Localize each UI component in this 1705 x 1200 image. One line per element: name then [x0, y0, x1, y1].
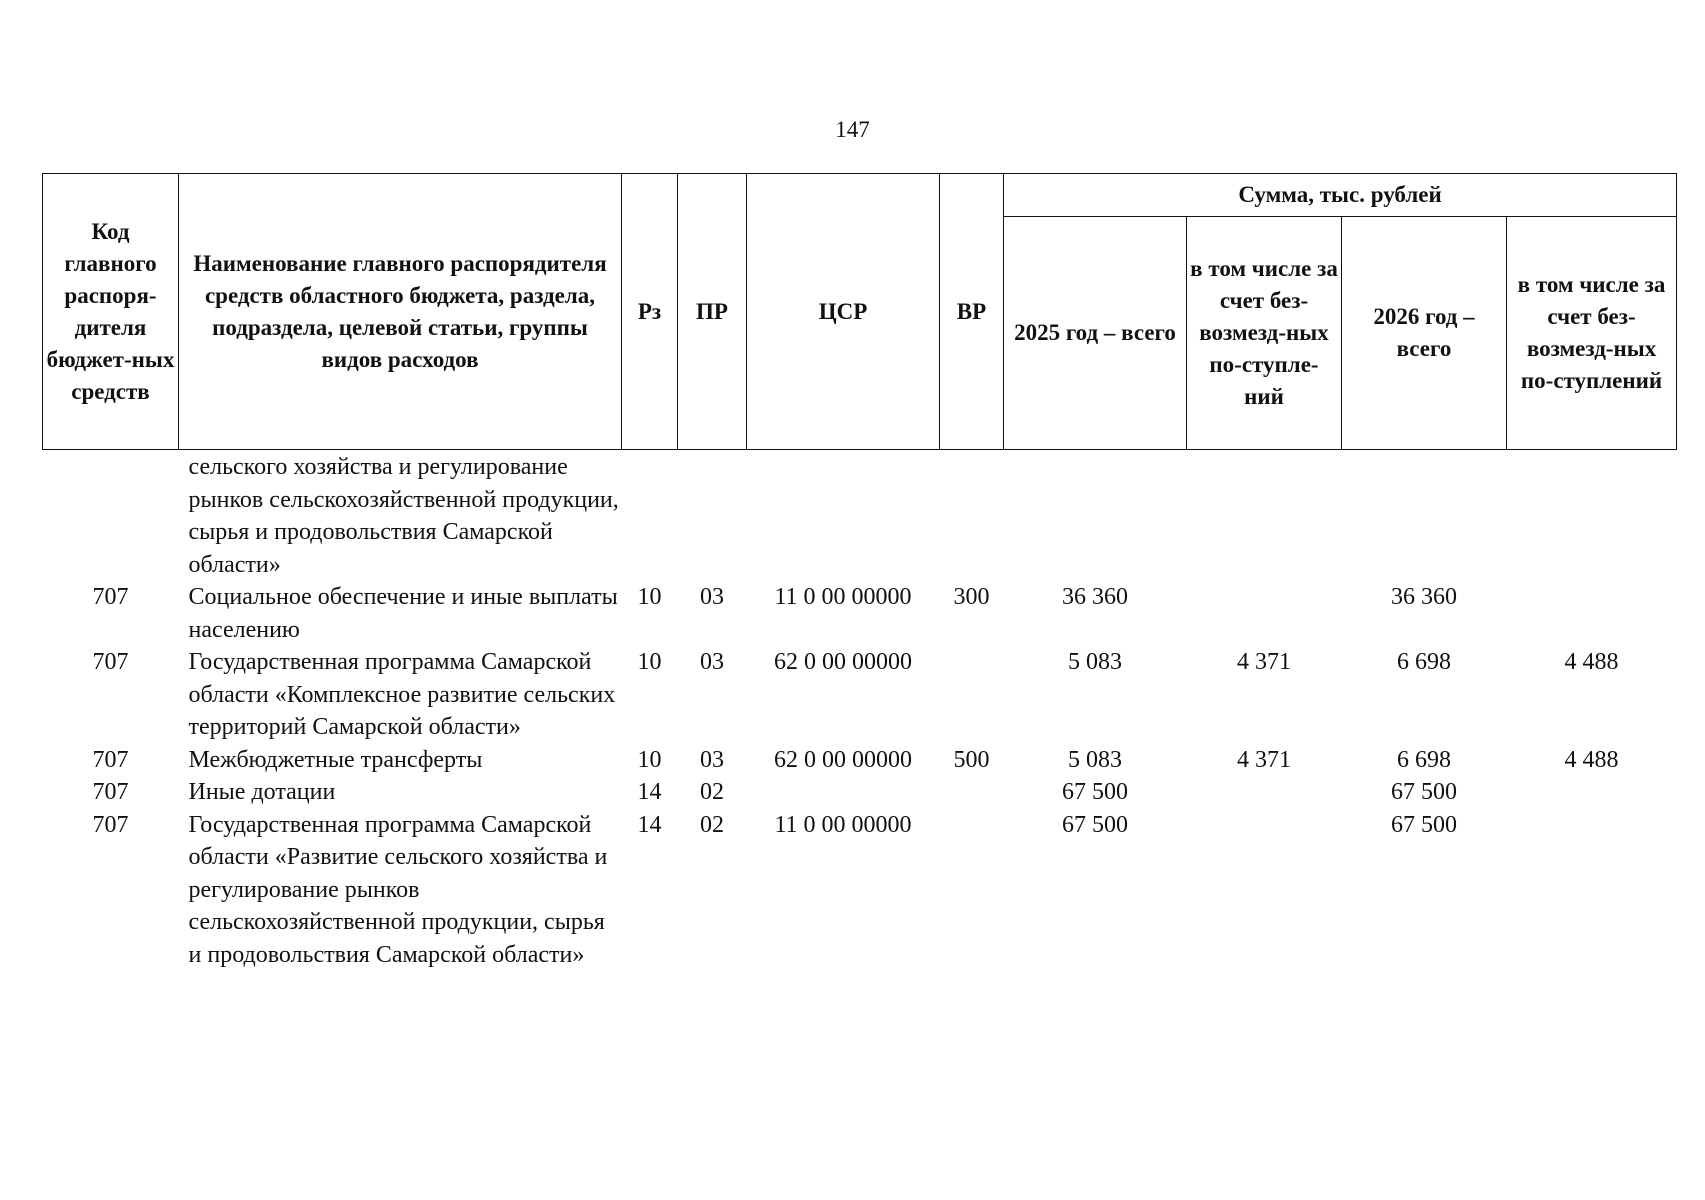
header-2026-grants: в том числе за счет без-возмезд-ных по-ступлений [1507, 217, 1677, 450]
cell-name: Социальное обеспечение и иные выплаты населению [188, 584, 618, 643]
cell-vr: 500 [953, 746, 990, 773]
cell-2025-total [1004, 450, 1187, 582]
cell-csr: 11 0 00 00000 [774, 584, 912, 610]
cell-code [43, 450, 179, 582]
cell-2025-grants [1187, 776, 1342, 809]
cell-2025-grants [1187, 450, 1342, 582]
cell-2025-grants [1187, 581, 1342, 646]
cell-2025-total: 5 083 [1068, 746, 1122, 773]
cell-2026-grants [1507, 450, 1677, 582]
cell-2025-total: 67 500 [1062, 779, 1128, 805]
header-pr: ПР [678, 174, 747, 450]
cell-2026-total: 6 698 [1397, 746, 1451, 773]
cell-2026-total [1342, 450, 1507, 582]
header-csr: ЦСР [747, 174, 940, 450]
cell-code: 707 [92, 746, 129, 773]
cell-2026-grants: 4 488 [1564, 649, 1619, 675]
cell-rz: 10 [637, 649, 662, 675]
cell-code: 707 [92, 811, 129, 838]
cell-2026-grants [1507, 776, 1677, 809]
cell-2026-total: 67 500 [1391, 811, 1457, 838]
budget-table [42, 173, 1677, 971]
cell-pr: 03 [700, 584, 724, 610]
header-code: Код главного распоря-дителя бюджет-ных средств [43, 174, 179, 450]
table-row [43, 581, 1677, 646]
cell-2025-grants [1187, 809, 1342, 972]
header-sum: Сумма, тыс. рублей [1004, 174, 1677, 217]
cell-2025-total: 67 500 [1062, 811, 1128, 838]
header-2025-grants: в том числе за счет без-возмезд-ных по-ступле-ний [1187, 217, 1342, 450]
cell-pr: 02 [700, 811, 724, 838]
table-row [43, 744, 1677, 777]
cell-2026-grants: 4 488 [1564, 746, 1619, 773]
cell-name: сельского хозяйства и регулирование рынков сельскохозяйственной продукции, сырья и продовольствия Самарской области» [188, 454, 619, 578]
cell-rz: 14 [637, 811, 662, 838]
cell-pr: 03 [700, 649, 724, 675]
cell-name: Межбюджетные трансферты [188, 746, 483, 773]
cell-rz: 10 [637, 746, 662, 773]
header-2025-total: 2025 год – всего [1004, 217, 1187, 450]
cell-2026-grants [1507, 809, 1677, 972]
cell-pr: 02 [700, 779, 724, 805]
page-number: 147 [835, 117, 870, 142]
table-row [43, 776, 1677, 809]
cell-vr [940, 646, 1004, 744]
cell-csr: 11 0 00 00000 [774, 811, 912, 838]
cell-csr: 62 0 00 00000 [774, 649, 912, 675]
cell-csr [747, 776, 940, 809]
header-2026-total: 2026 год – всего [1342, 217, 1507, 450]
cell-rz [622, 450, 678, 582]
cell-name: Иные дотации [188, 779, 336, 805]
cell-2025-grants: 4 371 [1237, 746, 1291, 773]
cell-pr: 03 [700, 746, 724, 773]
header-rz: Рз [622, 174, 678, 450]
cell-code: 707 [92, 779, 129, 805]
cell-2025-total: 5 083 [1068, 649, 1122, 675]
cell-name: Государственная программа Самарской области «Комплексное развитие сельских территорий Самарской области» [188, 649, 616, 740]
header-name: Наименование главного распорядителя средств областного бюджета, раздела, подраздела, целевой статьи, группы видов расходов [179, 174, 622, 450]
cell-vr [940, 809, 1004, 972]
cell-vr [940, 450, 1004, 582]
cell-csr: 62 0 00 00000 [774, 746, 912, 773]
table-row [43, 809, 1677, 972]
table-header [43, 174, 1677, 450]
cell-csr [747, 450, 940, 582]
cell-rz: 14 [637, 779, 662, 805]
header-vr: ВР [940, 174, 1004, 450]
cell-code: 707 [92, 649, 129, 675]
table-body [43, 450, 1677, 972]
cell-code: 707 [92, 584, 129, 610]
cell-2026-total: 6 698 [1397, 649, 1451, 675]
cell-vr: 300 [953, 584, 990, 610]
table-row [43, 646, 1677, 744]
table-row [43, 450, 1677, 582]
cell-2026-grants [1507, 581, 1677, 646]
cell-vr [940, 776, 1004, 809]
cell-2026-total: 36 360 [1391, 584, 1457, 610]
cell-2026-total: 67 500 [1391, 779, 1457, 805]
cell-2025-grants: 4 371 [1237, 649, 1291, 675]
cell-name: Государственная программа Самарской области «Развитие сельского хозяйства и регулирование рынков сельскохозяйственной продукции, сырья и продовольствия Самарской области» [188, 811, 608, 968]
cell-rz: 10 [637, 584, 662, 610]
cell-pr [678, 450, 747, 582]
cell-2025-total: 36 360 [1062, 584, 1128, 610]
